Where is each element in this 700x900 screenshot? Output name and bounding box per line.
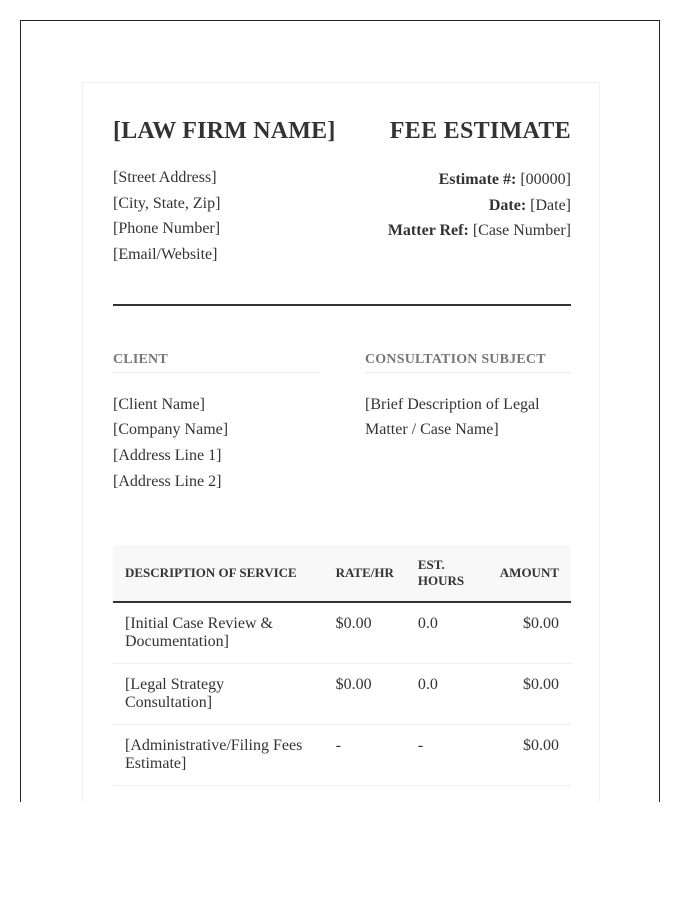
estimate-number-value: [00000] bbox=[520, 171, 571, 188]
client-name: [Client Name] bbox=[113, 395, 205, 413]
client-company: [Company Name] bbox=[113, 421, 229, 439]
row-description: [Legal Strategy Consultation] bbox=[113, 664, 324, 725]
row-amount: $0.00 bbox=[476, 602, 571, 664]
estimate-meta-block bbox=[388, 165, 571, 268]
column-header-hours bbox=[406, 545, 476, 602]
matter-ref-label: Matter Ref: bbox=[387, 222, 469, 239]
column-header-description: DESCRIPTION OF SERVICE bbox=[113, 545, 324, 602]
table-row bbox=[113, 725, 571, 786]
firm-name: [LAW FIRM NAME] bbox=[113, 118, 336, 144]
estimate-number-label: Estimate #: bbox=[438, 171, 517, 188]
fee-table-header-row bbox=[113, 545, 571, 602]
header-info bbox=[113, 165, 571, 268]
fee-table-header bbox=[113, 545, 571, 602]
firm-address-block bbox=[113, 165, 220, 268]
subject-line-1: [Brief Description of Legal bbox=[365, 395, 540, 413]
header-divider bbox=[113, 304, 571, 306]
column-header-amount: AMOUNT bbox=[476, 545, 571, 602]
row-description: [Initial Case Review & Documentation] bbox=[113, 602, 324, 664]
fee-estimate-document bbox=[82, 82, 600, 802]
firm-phone: [Phone Number] bbox=[113, 220, 221, 238]
client-section bbox=[113, 352, 320, 494]
client-section-label: CLIENT bbox=[113, 352, 320, 373]
row-hours: - bbox=[406, 725, 476, 786]
row-amount: $0.00 bbox=[476, 664, 571, 725]
column-header-hours-line-1: EST. bbox=[417, 557, 445, 573]
document-header bbox=[113, 117, 571, 145]
matter-ref-value: [Case Number] bbox=[472, 222, 571, 239]
column-header-rate: RATE/HR bbox=[324, 545, 406, 602]
parties-section bbox=[113, 352, 571, 494]
client-address-line-1: [Address Line 1] bbox=[113, 447, 222, 464]
row-rate: $0.00 bbox=[324, 602, 406, 664]
document-title: FEE ESTIMATE bbox=[389, 118, 571, 144]
firm-city-state-zip: [City, State, Zip] bbox=[113, 194, 221, 212]
subject-line-2: Matter / Case Name] bbox=[365, 421, 499, 439]
subject-section-label: CONSULTATION SUBJECT bbox=[365, 352, 571, 373]
row-rate: - bbox=[324, 725, 406, 786]
subject-section bbox=[365, 352, 571, 494]
subject-details bbox=[365, 392, 571, 443]
fee-table-body bbox=[113, 602, 571, 786]
firm-street-address: [Street Address] bbox=[113, 169, 217, 186]
estimate-date-line bbox=[388, 193, 571, 219]
estimate-number-line bbox=[388, 167, 571, 193]
row-rate: $0.00 bbox=[324, 664, 406, 725]
page-frame bbox=[20, 20, 660, 802]
document-content bbox=[113, 117, 571, 786]
estimate-date-label: Date: bbox=[488, 196, 527, 214]
client-details bbox=[113, 392, 320, 494]
row-hours: 0.0 bbox=[406, 602, 476, 664]
firm-email-website: [Email/Website] bbox=[113, 246, 218, 264]
table-row bbox=[113, 602, 571, 664]
estimate-date-value: [Date] bbox=[530, 196, 571, 214]
matter-ref-line bbox=[388, 218, 571, 244]
fee-table bbox=[113, 545, 571, 786]
row-hours: 0.0 bbox=[406, 664, 476, 725]
column-header-hours-line-2: HOURS bbox=[417, 573, 465, 589]
client-address-line-2: [Address Line 2] bbox=[113, 472, 222, 490]
row-description: [Administrative/Filing Fees Estimate] bbox=[113, 725, 324, 786]
row-amount: $0.00 bbox=[476, 725, 571, 786]
table-row bbox=[113, 664, 571, 725]
